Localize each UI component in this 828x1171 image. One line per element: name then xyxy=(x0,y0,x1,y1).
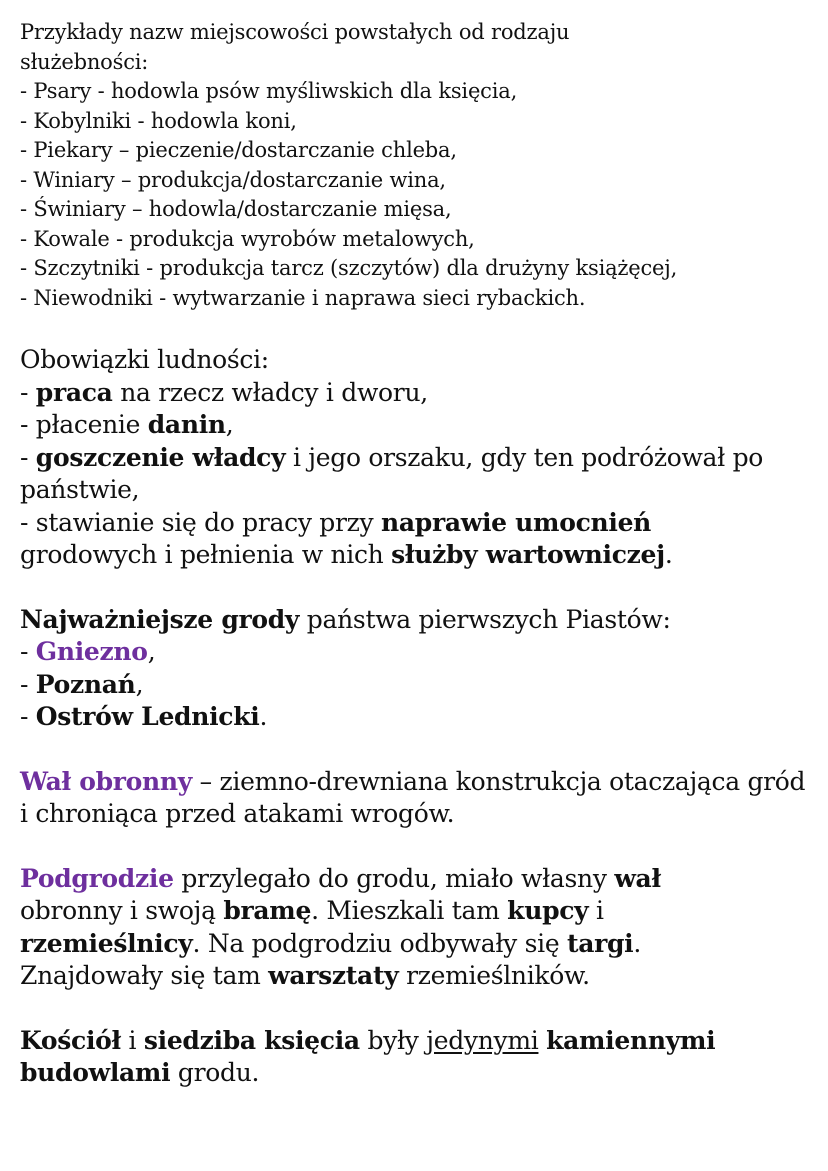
list-item: - Winiary – produkcja/dostarczanie wina, xyxy=(20,167,446,192)
duties-section xyxy=(20,344,810,572)
suburb-term: Podgrodzie xyxy=(20,863,174,893)
strongholds-section xyxy=(20,604,810,734)
rampart-term: Wał obronny xyxy=(20,766,193,796)
list-item: - Szczytniki - produkcja tarcz (szczytów) dla drużyny książęcej, xyxy=(20,256,678,280)
strongholds-heading: Najważniejsze grody państwa pierwszych Piastów: xyxy=(20,604,671,634)
stronghold-name: Poznań xyxy=(35,669,136,699)
duty-keyword: danin xyxy=(147,410,226,439)
list-item: - Kobylniki - hodowla koni, xyxy=(20,108,297,133)
list-item: - Świniary – hodowla/dostarczanie mięsa, xyxy=(20,197,452,221)
list-item: - Kowale - produkcja wyrobów metalowych, xyxy=(20,226,475,251)
duty-keyword: naprawie umocnień xyxy=(381,507,652,537)
rampart-definition: Wał obronny – ziemno-drewniana konstrukcja otaczająca gród i chroniąca przed atakami wrogów. xyxy=(20,766,806,828)
closing-section xyxy=(20,1025,810,1090)
rampart-section xyxy=(20,766,810,831)
stronghold-item: - Gniezno, xyxy=(20,637,156,666)
stronghold-name: Ostrów Lednicki xyxy=(35,702,260,731)
closing-paragraph: Kościół i siedziba księcia były jedynymi kamiennymi budowlami grodu. xyxy=(20,1025,716,1087)
list-item: - Piekary – pieczenie/dostarczanie chleba, xyxy=(20,138,457,162)
suburb-section xyxy=(20,863,810,993)
document-page xyxy=(20,18,810,1090)
place-names-section xyxy=(20,18,810,313)
place-names-heading: Przykłady nazw miejscowości powstałych od rodzaju służebności: xyxy=(20,20,570,74)
stronghold-item: - Poznań, xyxy=(20,669,144,699)
stronghold-item: - Ostrów Lednicki. xyxy=(20,702,268,731)
duty-item: - stawianie się do pracy przy naprawie umocnień grodowych i pełnienia w nich służby wartowniczej. xyxy=(20,507,673,569)
duty-keyword: służby wartowniczej xyxy=(391,540,665,569)
duties-heading: Obowiązki ludności: xyxy=(20,345,269,374)
list-item: - Psary - hodowla psów myśliwskich dla księcia, xyxy=(20,79,518,103)
duty-item: - płacenie danin, xyxy=(20,410,234,439)
duty-item: - goszczenie władcy i jego orszaku, gdy ten podróżował po państwie, xyxy=(20,442,764,504)
suburb-paragraph: Podgrodzie przylegało do grodu, miało własny wał obronny i swoją bramę. Mieszkali tam kupcy i rzemieślnicy. Na podgrodziu odbywały się targi. Znajdowały się tam warsztaty rzemieślników. xyxy=(20,863,661,990)
list-item: - Niewodniki - wytwarzanie i naprawa sieci rybackich. xyxy=(20,285,586,310)
underlined-word: jedynymi xyxy=(426,1025,539,1055)
duty-item: - praca na rzecz władcy i dworu, xyxy=(20,377,428,407)
stronghold-name: Gniezno xyxy=(35,637,148,666)
duty-keyword: praca xyxy=(35,377,113,407)
duty-keyword: goszczenie władcy xyxy=(35,442,286,472)
